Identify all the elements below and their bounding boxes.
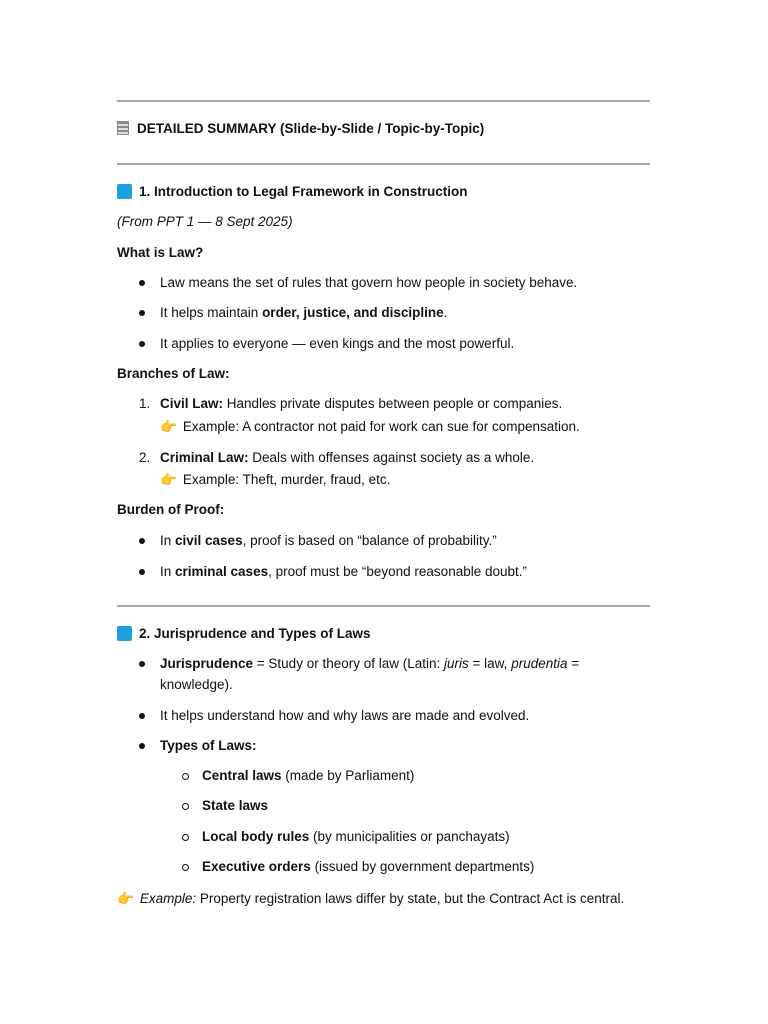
- bullet: [139, 569, 145, 575]
- hollow-bullet: [182, 834, 189, 841]
- burden-bullet-2: In criminal cases, proof must be “beyond reasonable doubt.”: [160, 564, 528, 579]
- civil-law-item: Civil Law: Handles private disputes between people or companies.: [160, 396, 563, 411]
- type-central: Central laws (made by Parliament): [202, 768, 415, 783]
- hollow-bullet: [182, 864, 189, 871]
- horizontal-rule: [117, 163, 650, 165]
- type-executive: Executive orders (issued by government departments): [202, 859, 535, 874]
- type-local: Local body rules (by municipalities or panchayats): [202, 829, 510, 844]
- type-state: State laws: [202, 798, 269, 813]
- hollow-bullet: [182, 803, 189, 810]
- jurisprudence-item: Jurisprudence = Study or theory of law (Latin: juris = law, prudentia =: [160, 656, 580, 671]
- branches-heading: Branches of Law:: [117, 366, 230, 381]
- section-2-title: 2. Jurisprudence and Types of Laws: [117, 625, 371, 643]
- law-bullet-2: It helps maintain order, justice, and discipline.: [160, 305, 448, 320]
- what-is-law-heading: What is Law?: [117, 245, 204, 260]
- pointing-hand-icon: 👉: [160, 419, 177, 434]
- list-number: 1.: [139, 396, 151, 411]
- bullet: [139, 743, 145, 749]
- pointing-hand-icon: 👉: [117, 891, 134, 906]
- list-number: 2.: [139, 450, 151, 465]
- horizontal-rule: [117, 605, 650, 607]
- bullet: [139, 713, 145, 719]
- blue-square-icon: [117, 184, 132, 199]
- blue-square-icon: [117, 626, 132, 641]
- law-bullet-3: It applies to everyone — even kings and the most powerful.: [160, 336, 515, 351]
- section-1-source: (From PPT 1 — 8 Sept 2025): [117, 214, 293, 229]
- burden-heading: Burden of Proof:: [117, 502, 225, 517]
- civil-law-example: 👉 Example: A contractor not paid for work can sue for compensation.: [160, 419, 580, 434]
- criminal-law-item: Criminal Law: Deals with offenses against society as a whole.: [160, 450, 535, 465]
- helps-item: It helps understand how and why laws are made and evolved.: [160, 708, 530, 723]
- jurisprudence-item-cont: knowledge).: [160, 677, 233, 692]
- burden-bullet-1: In civil cases, proof is based on “balance of probability.”: [160, 533, 497, 548]
- criminal-law-example: 👉 Example: Theft, murder, fraud, etc.: [160, 472, 391, 487]
- types-heading: Types of Laws:: [160, 738, 257, 753]
- bullet: [139, 538, 145, 544]
- bullet: [139, 310, 145, 316]
- section-2-example: 👉 Example: Property registration laws differ by state, but the Contract Act is central.: [117, 891, 625, 906]
- law-bullet-1: Law means the set of rules that govern how people in society behave.: [160, 275, 578, 290]
- horizontal-rule: [117, 100, 650, 102]
- hollow-bullet: [182, 773, 189, 780]
- scroll-icon: [117, 121, 129, 135]
- pointing-hand-icon: 👉: [160, 472, 177, 487]
- bullet: [139, 661, 145, 667]
- section-1-title: 1. Introduction to Legal Framework in Construction: [117, 183, 468, 201]
- bullet: [139, 280, 145, 286]
- bullet: [139, 341, 145, 347]
- summary-heading: DETAILED SUMMARY (Slide-by-Slide / Topic-by-Topic): [117, 120, 484, 138]
